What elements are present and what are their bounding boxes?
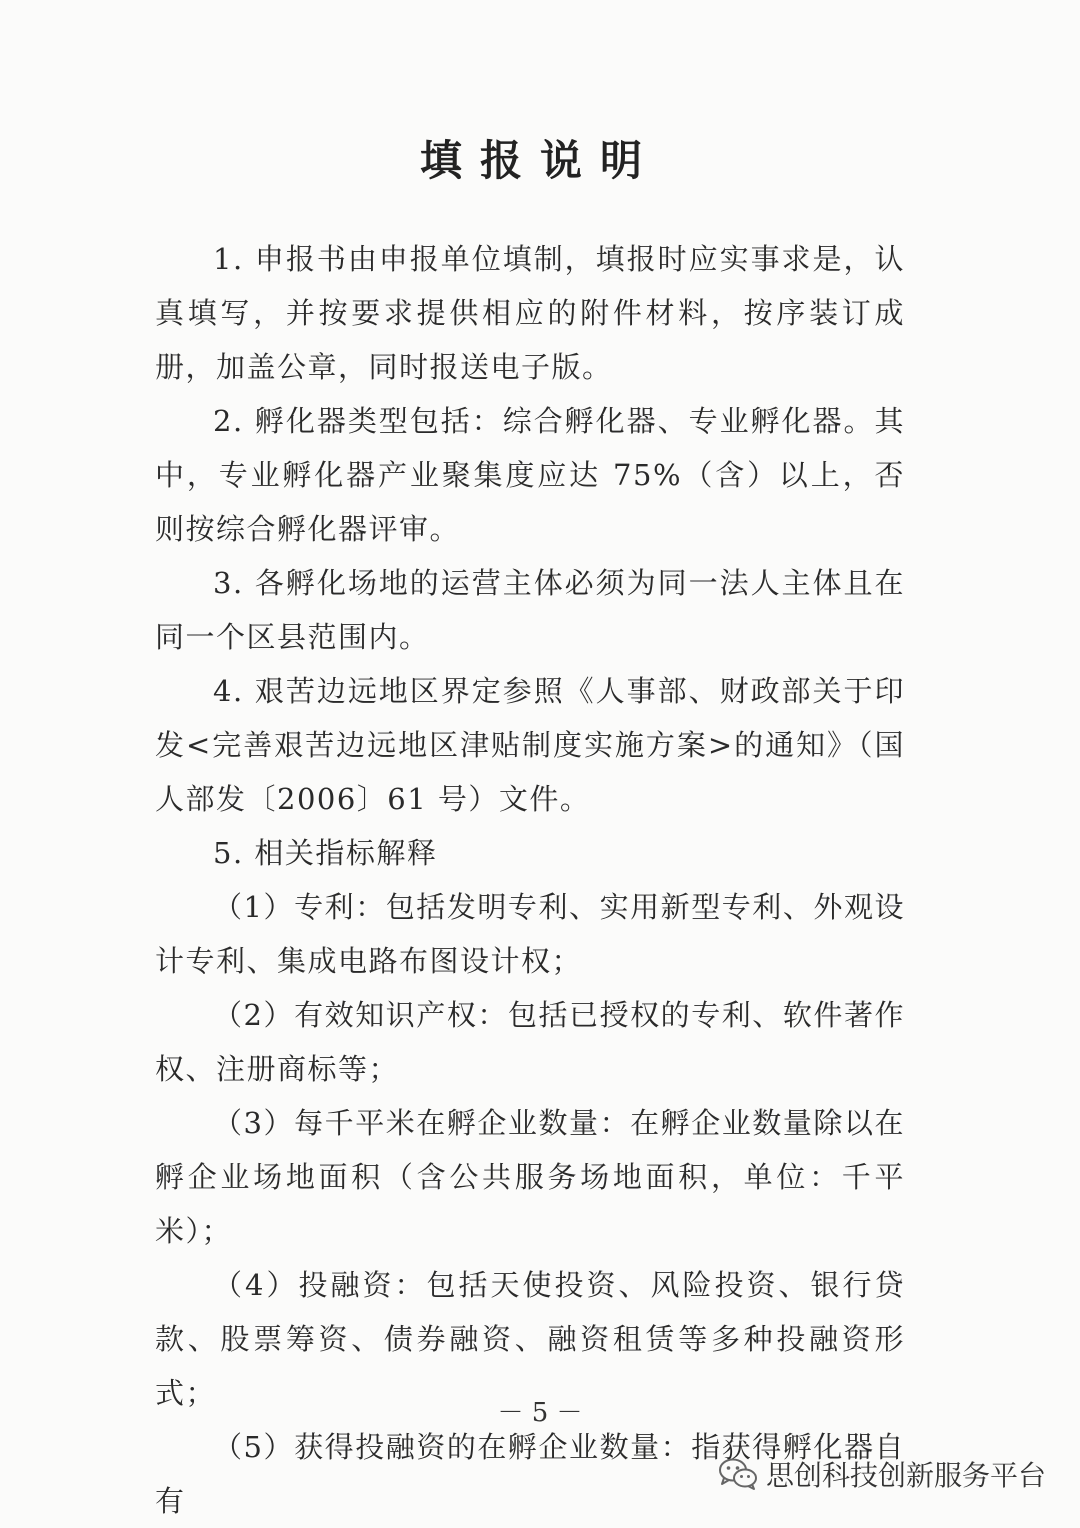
- paragraph-5-2: （2）有效知识产权：包括已授权的专利、软件著作权、注册商标等；: [155, 998, 905, 1086]
- watermark-text: 思创科技创新服务平台: [765, 1459, 1046, 1492]
- paragraph-5-5: （5）获得投融资的在孵企业数量：指获得孵化器自有: [155, 1430, 905, 1518]
- paragraph-5-4: （4）投融资：包括天使投资、风险投资、银行贷款、股票筹资、债券融资、融资租赁等多种投融资形式；: [155, 1268, 905, 1410]
- paragraph-4: 4. 艰苦边远地区界定参照《人事部、财政部关于印发<完善艰苦边远地区津贴制度实施方案>的通知》（国人部发〔2006〕61 号）文件。: [155, 674, 905, 816]
- paragraph-5: 5. 相关指标解释: [213, 836, 438, 870]
- document-body: [155, 232, 905, 1528]
- paragraph-1: 1. 申报书由申报单位填制，填报时应实事求是，认真填写，并按要求提供相应的附件材料，按序装订成册，加盖公章，同时报送电子版。: [155, 242, 905, 384]
- paragraph-5-3: （3）每千平米在孵企业数量：在孵企业数量除以在孵企业场地面积（含公共服务场地面积，单位：千平米）；: [155, 1106, 905, 1248]
- page-title: 填报说明: [419, 136, 660, 185]
- paragraph-2: 2. 孵化器类型包括：综合孵化器、专业孵化器。其中，专业孵化器产业聚集度应达 75%（含）以上，否则按综合孵化器评审。: [155, 404, 905, 546]
- paragraph-5-1: （1）专利：包括发明专利、实用新型专利、外观设计专利、集成电路布图设计权；: [155, 890, 905, 978]
- watermark: [718, 1452, 1046, 1496]
- wechat-icon: [718, 1457, 758, 1491]
- page-number: － 5 －: [497, 1398, 583, 1428]
- paragraph-3: 3. 各孵化场地的运营主体必须为同一法人主体且在同一个区县范围内。: [155, 566, 905, 654]
